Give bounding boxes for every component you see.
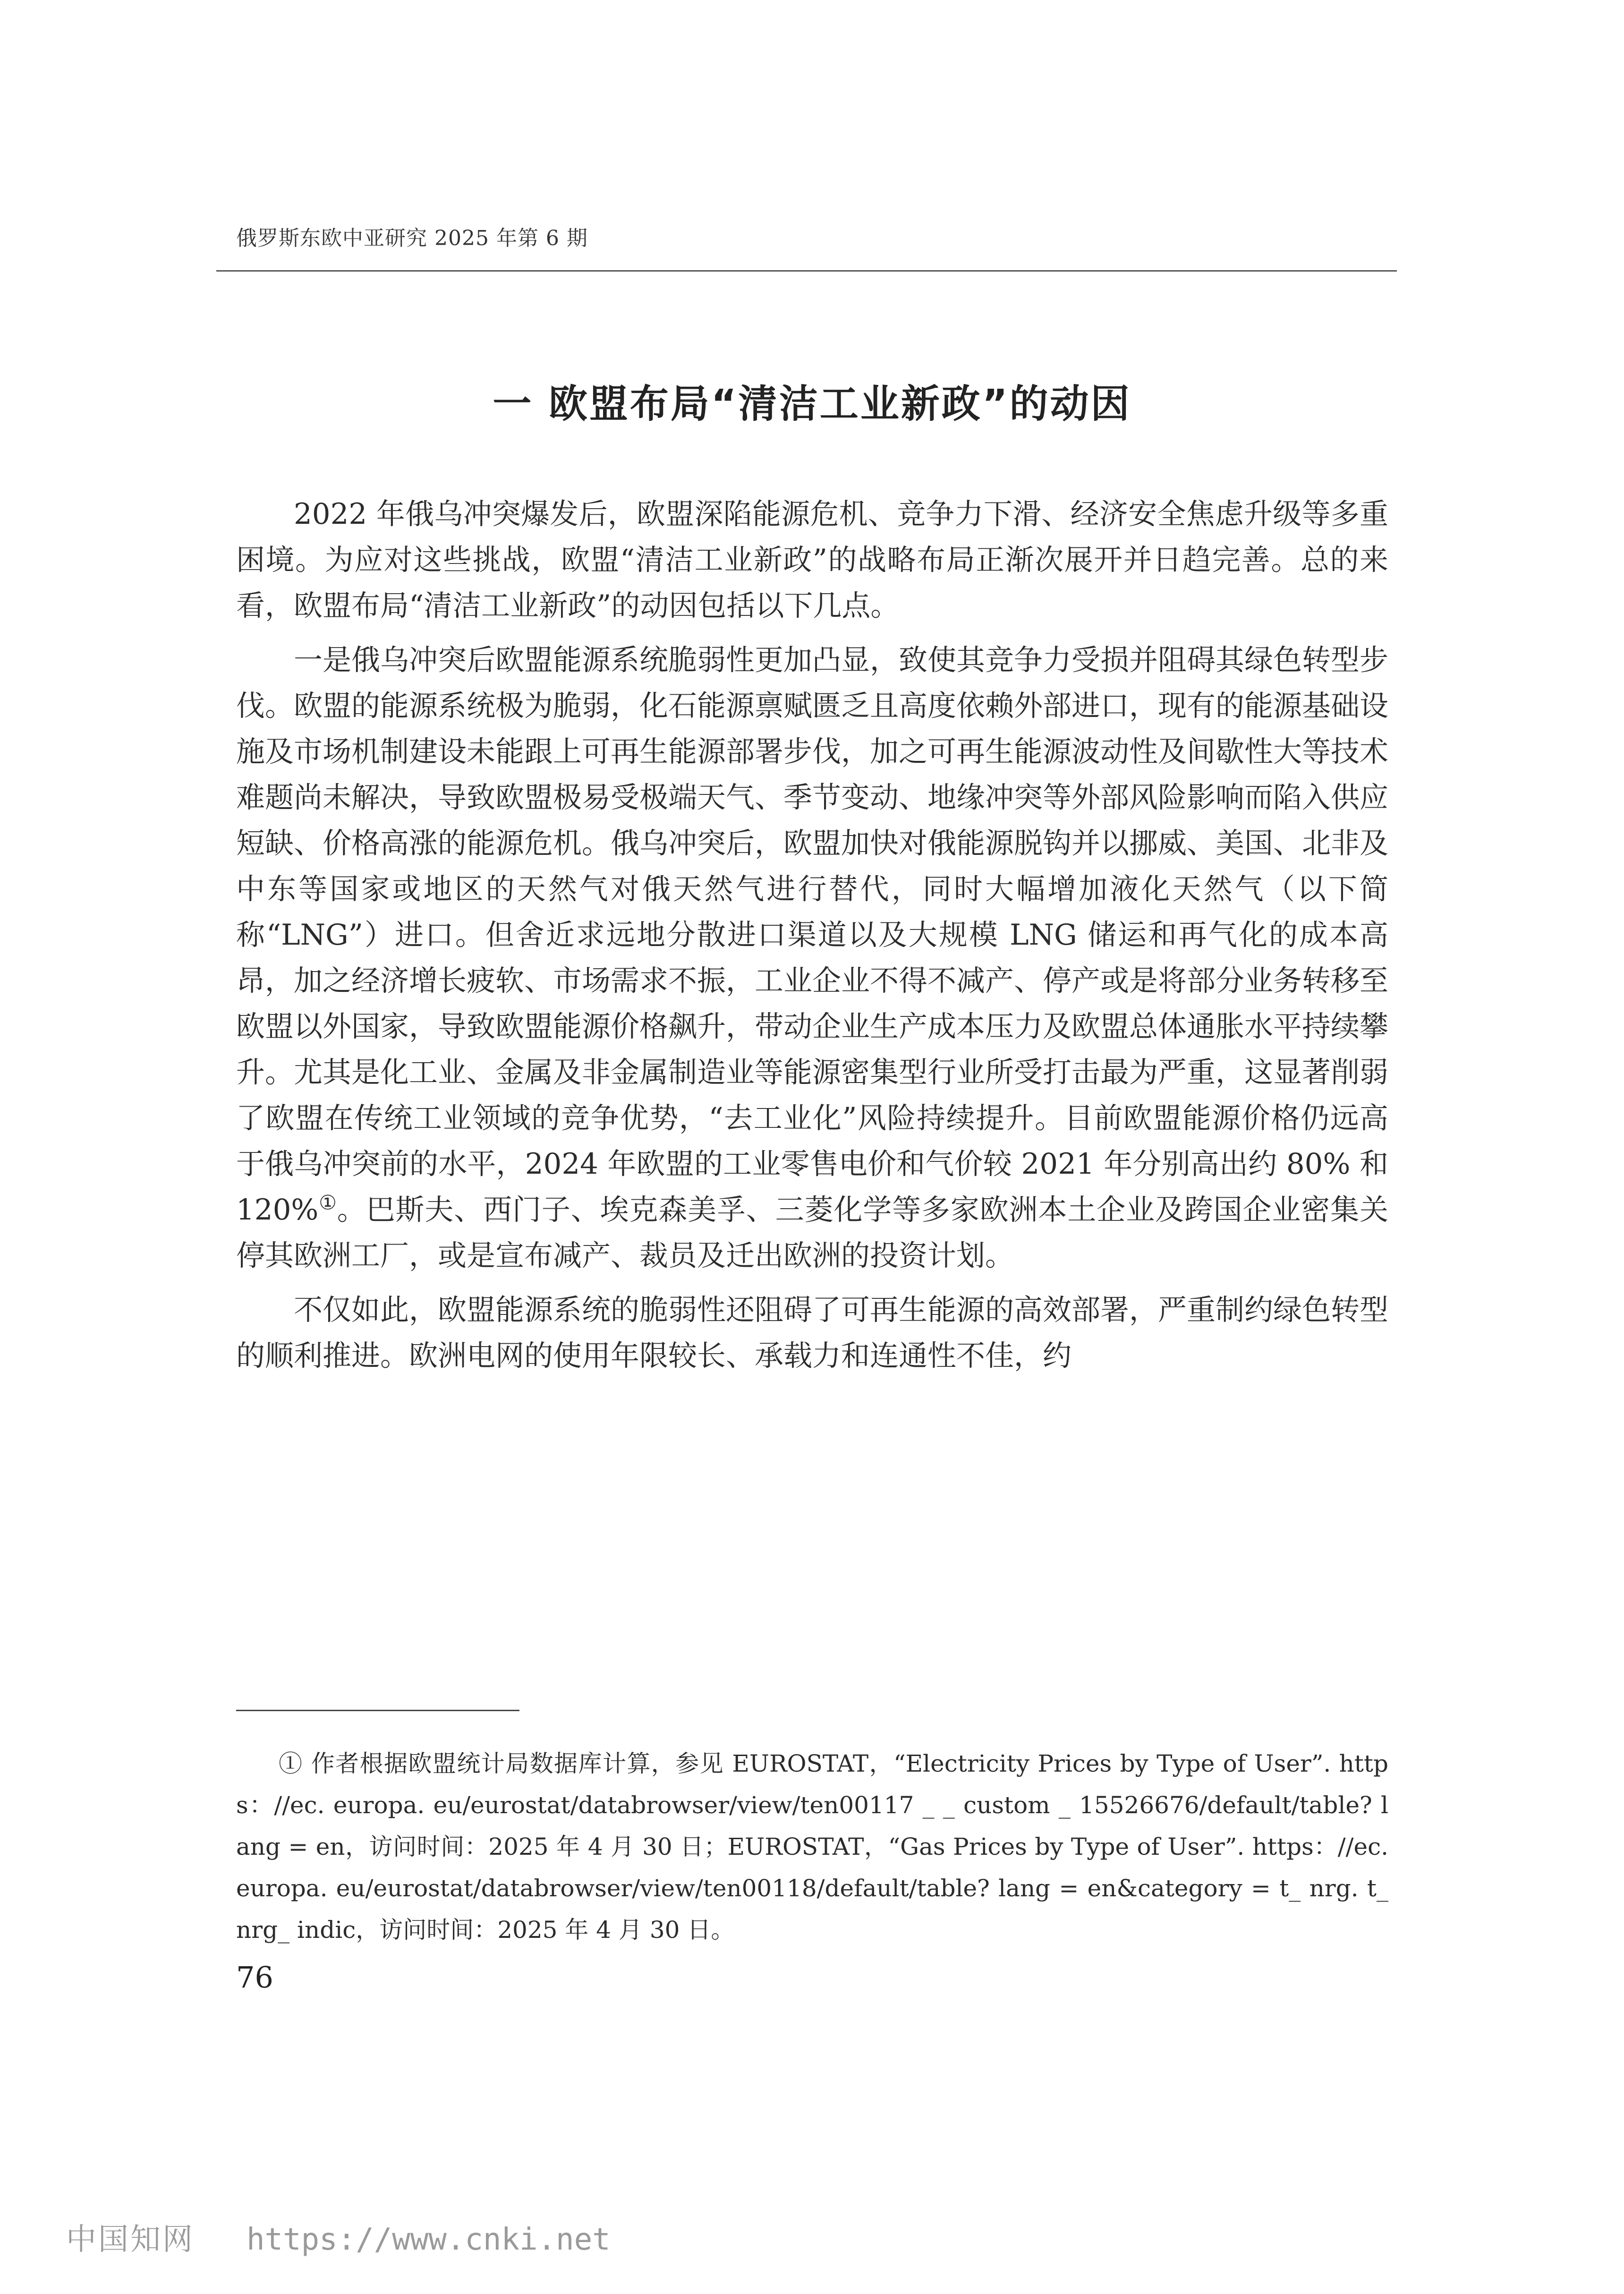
paragraph-2 <box>236 637 1388 1279</box>
watermark <box>66 2215 611 2259</box>
watermark-url[interactable]: https://www.cnki.net <box>247 2222 611 2257</box>
paragraph-1 <box>236 491 1388 629</box>
footnote-ref[interactable]: ① <box>318 1191 337 1214</box>
page-number: 76 <box>236 1960 273 1995</box>
paragraph-1-text: 2022 年俄乌冲突爆发后，欧盟深陷能源危机、竞争力下滑、经济安全焦虑升级等多重困境。为应对这些挑战，欧盟“清洁工业新政”的战略布局正渐次展开并日趋完善。总的来看，欧盟布局“清洁工业新政”的动因包括以下几点。 <box>236 497 1388 623</box>
paragraph-2-text-after: 。巴斯夫、西门子、埃克森美孚、三菱化学等多家欧洲本土企业及跨国企业密集关停其欧洲工厂，或是宣布减产、裁员及迁出欧洲的投资计划。 <box>236 1193 1388 1272</box>
footnote-divider <box>236 1710 519 1711</box>
section-title: 一 欧盟布局“清洁工业新政”的动因 <box>493 382 1131 426</box>
body-text <box>236 491 1388 1387</box>
paragraph-3-text: 不仅如此，欧盟能源系统的脆弱性还阻碍了可再生能源的高效部署，严重制约绿色转型的顺利推进。欧洲电网的使用年限较长、承载力和连通性不佳，约 <box>236 1293 1389 1373</box>
running-header: 俄罗斯东欧中亚研究 2025 年第 6 期 <box>236 226 588 250</box>
header-divider <box>216 270 1397 272</box>
paragraph-2-text: 一是俄乌冲突后欧盟能源系统脆弱性更加凸显，致使其竞争力受损并阻碍其绿色转型步伐。欧盟的能源系统极为脆弱，化石能源禀赋匮乏且高度依赖外部进口，现有的能源基础设施及市场机制建设未能跟上可再生能源部署步伐，加之可再生能源波动性及间歇性大等技术难题尚未解决，导致欧盟极易受极端天气、季节变动、地缘冲突等外部风险影响而陷入供应短缺、价格高涨的能源危机。俄乌冲突后，欧盟加快对俄能源脱钩并以挪威、美国、北非及中东等国家或地区的天然气对俄天然气进行替代，同时大幅增加液化天然气（以下简称“LNG”）进口。但舍近求远地分散进口渠道以及大规模 LNG 储运和再气化的成本高昂，加之经济增长疲软、市场需求不振，工业企业不得不减产、停产或是将部分业务转移至欧盟以外国家，导致欧盟能源价格飙升，带动企业生产成本压力及欧盟总体通胀水平持续攀升。尤其是化工业、金属及非金属制造业等能源密集型行业所受打击最为严重，这显著削弱了欧盟在传统工业领域的竞争优势，“去工业化”风险持续提升。目前欧盟能源价格仍远高于俄乌冲突前的水平，2024 年欧盟的工业零售电价和气价较 2021 年分别高出约 80% 和 120% <box>236 643 1389 1227</box>
watermark-brand: 中国知网 <box>66 2222 195 2257</box>
footnote: ① 作者根据欧盟统计局数据库计算，参见 EUROSTAT，“Electricity Prices by Type of User”. https：//ec. europa. eu/eurostat/databrowser/view/ten00117 _ _ custom _ 15526676/default/table? lang = en，访问时间：2025 年 4 月 30 日；EUROSTAT，“Gas Prices by Type of User”. https：//ec. europa. eu/eurostat/databrowser/view/ten00118/default/table? lang = en&category = t_ nrg. t_ nrg_ indic，访问时间：2025 年 4 月 30 日。 <box>236 1750 1388 1944</box>
paragraph-3 <box>236 1287 1388 1379</box>
